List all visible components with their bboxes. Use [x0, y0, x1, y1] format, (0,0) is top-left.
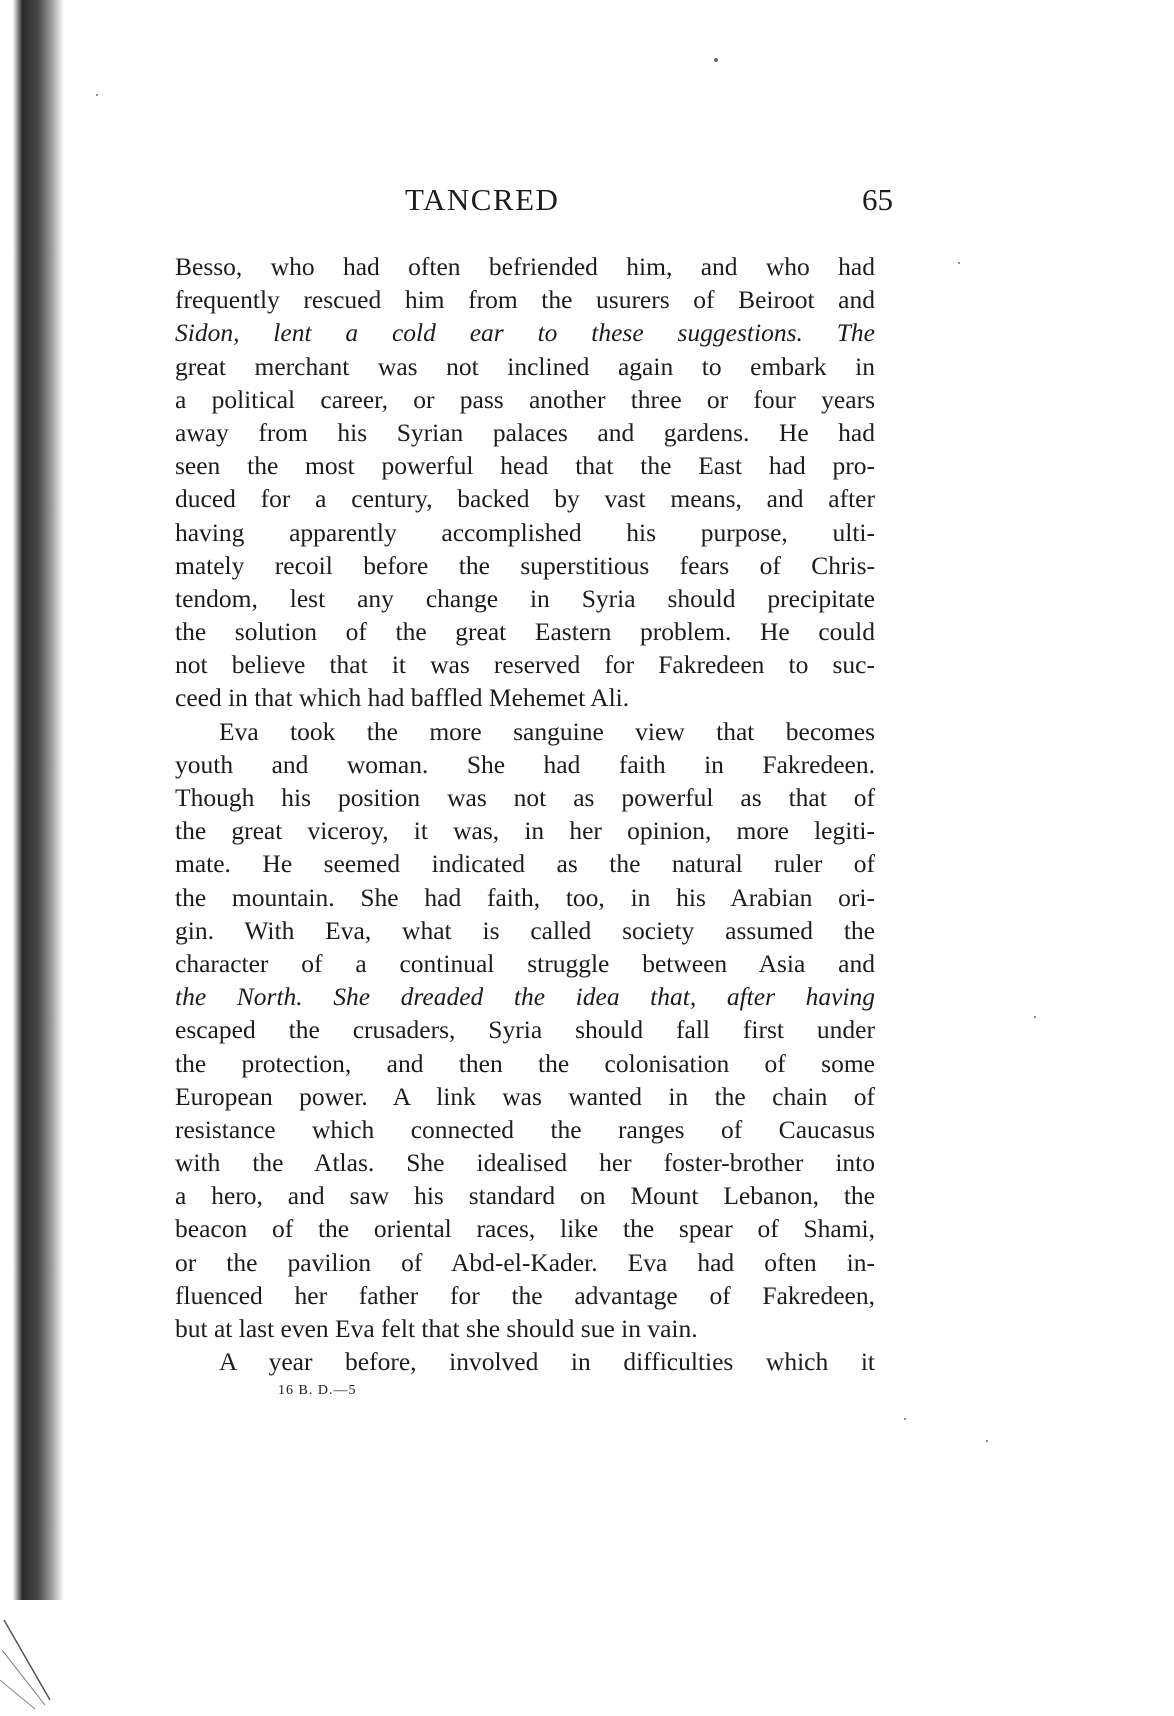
- text-line: mately recoil before the superstitious fears of Chris-: [175, 550, 875, 580]
- text-line: duced for a century, backed by vast means, and after: [175, 484, 875, 514]
- body-text: [175, 250, 875, 1378]
- text-line: a hero, and saw his standard on Mount Lebanon, the: [175, 1181, 875, 1211]
- dust-speck: [1034, 1016, 1036, 1018]
- text-line: frequently rescued him from the usurers of Beiroot and: [175, 285, 875, 315]
- dust-speck: [714, 58, 718, 62]
- text-line: or the pavilion of Abd-el-Kader. Eva had often in-: [175, 1247, 875, 1277]
- dust-speck: [96, 94, 98, 96]
- text-line: gin. With Eva, what is called society assumed the: [175, 915, 875, 945]
- text-line: a political career, or pass another three or four years: [175, 384, 875, 414]
- dust-speck: [986, 1440, 988, 1442]
- page-number: 65: [862, 182, 893, 217]
- running-header: [175, 182, 895, 222]
- text-line: the mountain. She had faith, too, in his Arabian ori-: [175, 882, 875, 912]
- printer-signature-mark: 16 B. D.—5: [278, 1383, 357, 1398]
- text-line: but at last even Eva felt that she should sue in vain.: [175, 1314, 698, 1343]
- text-line: having apparently accomplished his purpose, ulti-: [175, 517, 875, 547]
- text-line: Besso, who had often befriended him, and who had: [175, 252, 875, 281]
- text-line: fluenced her father for the advantage of Fakredeen,: [175, 1280, 875, 1310]
- text-line: great merchant was not inclined again to embark in: [175, 351, 875, 381]
- text-line: resistance which connected the ranges of Caucasus: [175, 1114, 875, 1144]
- text-line-paragraph-start: Eva took the more sanguine view that becomes: [219, 716, 875, 746]
- text-line: youth and woman. She had faith in Fakredeen.: [175, 749, 875, 779]
- text-line: Though his position was not as powerful as that of: [175, 783, 875, 812]
- dust-speck: [958, 262, 960, 264]
- text-line: the great viceroy, it was, in her opinion, more legiti-: [175, 816, 875, 846]
- dust-speck: [904, 1418, 906, 1420]
- text-line: the protection, and then the colonisation of some: [175, 1048, 875, 1078]
- text-line: character of a continual struggle between Asia and: [175, 948, 875, 978]
- text-line: with the Atlas. She idealised her foster-brother into: [175, 1148, 875, 1178]
- text-line-paragraph-start: A year before, involved in difficulties which it: [219, 1347, 875, 1377]
- text-line: escaped the crusaders, Syria should fall first under: [175, 1015, 875, 1045]
- text-line: away from his Syrian palaces and gardens. He had: [175, 417, 875, 447]
- binding-edge-shadow: [0, 0, 64, 1711]
- text-line: tendom, lest any change in Syria should precipitate: [175, 583, 875, 613]
- text-line: beacon of the oriental races, like the spear of Shami,: [175, 1214, 875, 1244]
- text-line: Sidon, lent a cold ear to these suggestions. The: [175, 318, 875, 348]
- text-line: European power. A link was wanted in the chain of: [175, 1081, 875, 1111]
- text-line: ceed in that which had baffled Mehemet Ali.: [175, 683, 630, 713]
- text-line: mate. He seemed indicated as the natural ruler of: [175, 849, 875, 879]
- text-line: not believe that it was reserved for Fakredeen to suc-: [175, 650, 875, 680]
- text-line: the solution of the great Eastern problem. He could: [175, 617, 875, 647]
- running-title: TANCRED: [405, 182, 560, 217]
- text-line: seen the most powerful head that the East had pro-: [175, 451, 875, 481]
- text-line: the North. She dreaded the idea that, after having: [175, 982, 875, 1012]
